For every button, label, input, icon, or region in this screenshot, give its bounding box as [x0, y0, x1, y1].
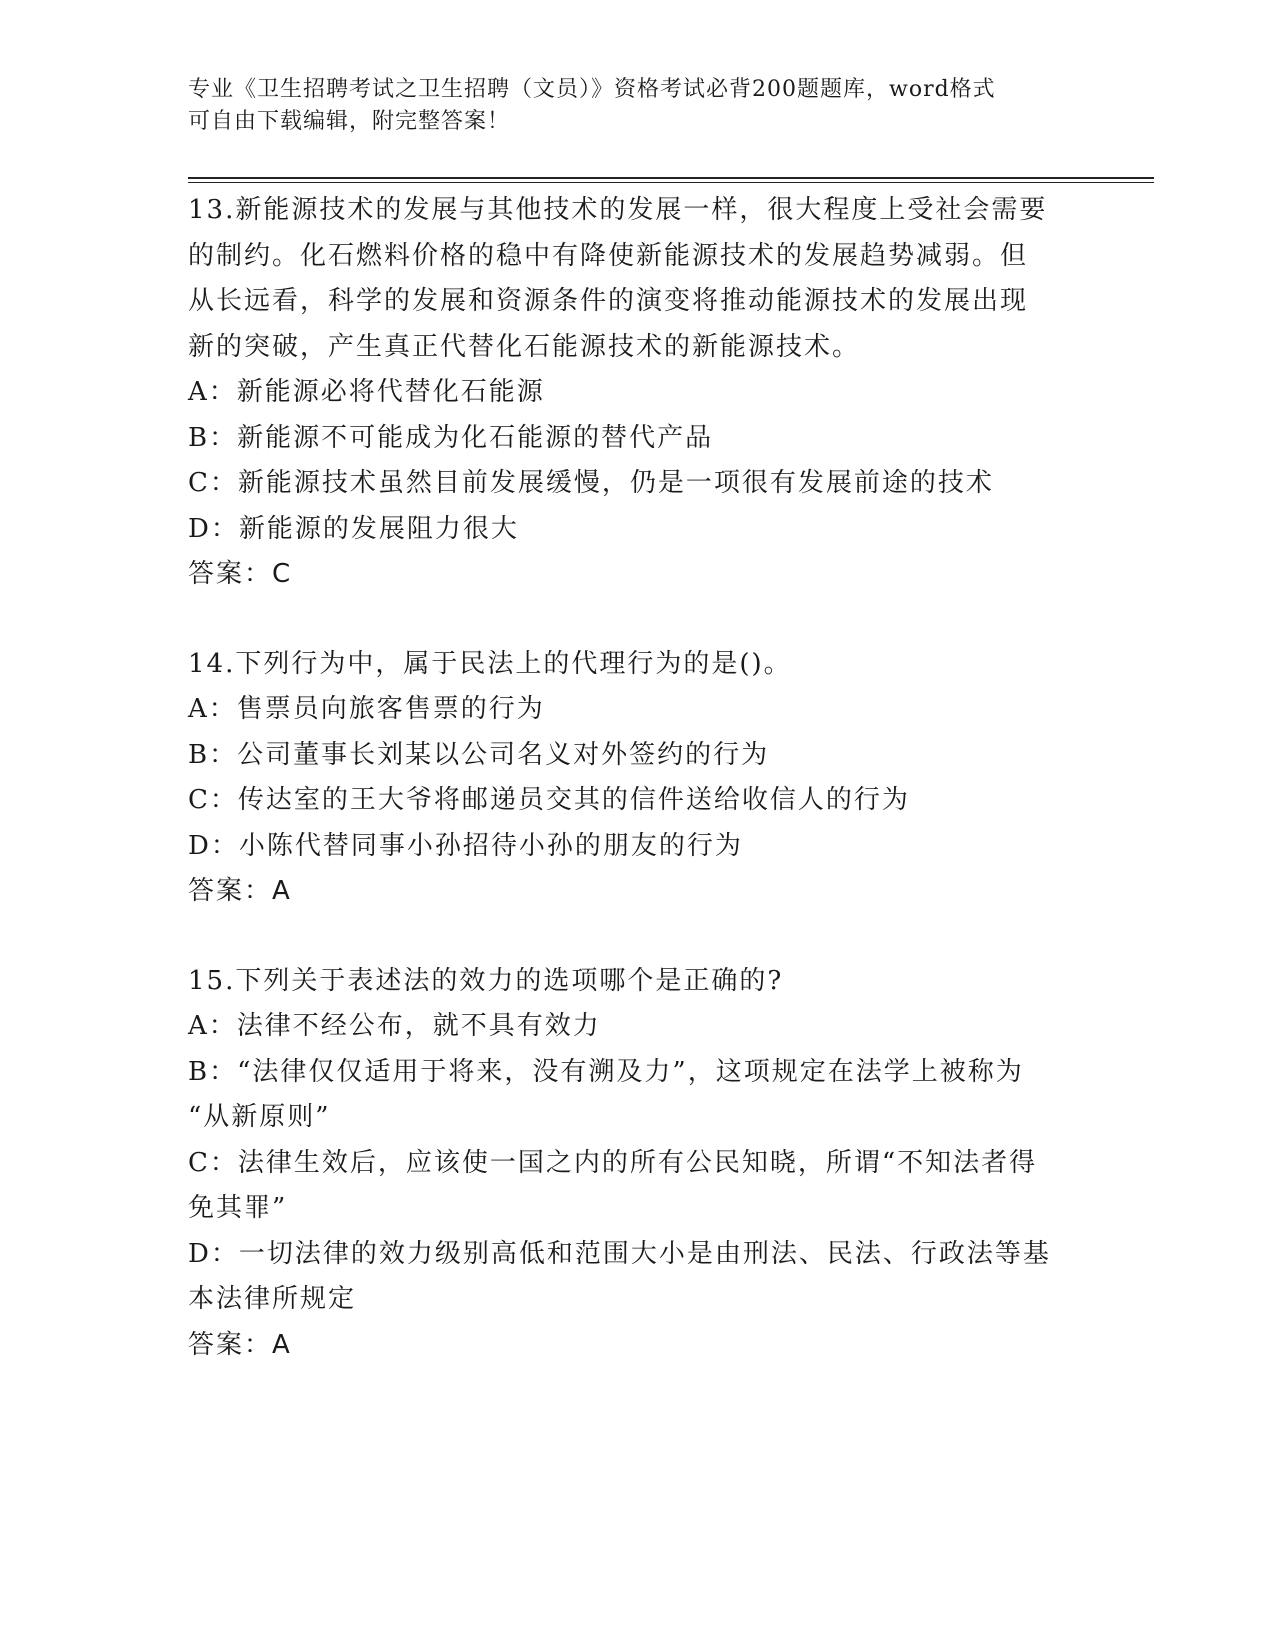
question-stem-line: 14.下列行为中，属于民法上的代理行为的是()。	[188, 648, 792, 679]
answer-line: 答案：A	[188, 876, 292, 906]
question-14	[188, 642, 1088, 915]
answer-line: 答案：A	[188, 1329, 292, 1360]
header-line-1: 专业《卫生招聘考试之卫生招聘（文员）》资格考试必背200题题库，word格式	[188, 77, 996, 102]
question-list	[188, 188, 1088, 1368]
option-b: B：新能源不可能成为化石能源的替代产品	[188, 422, 714, 453]
option-c: C：传达室的王大爷将邮递员交其的信件送给收信人的行为	[188, 785, 910, 815]
option-c-continued: 免其罪”	[188, 1193, 288, 1223]
option-b: B：“法律仅仅适用于将来，没有溯及力”，这项规定在法学上被称为	[188, 1056, 1024, 1087]
option-b: B：公司董事长刘某以公司名义对外签约的行为	[188, 739, 770, 770]
header-line-2: 可自由下载编辑，附完整答案！	[188, 109, 511, 134]
question-stem-line: 15.下列关于表述法的效力的选项哪个是正确的?	[188, 965, 784, 996]
header-divider-thick	[188, 177, 1154, 179]
question-stem-line: 13.新能源技术的发展与其他技术的发展一样，很大程度上受社会需要	[188, 195, 1048, 225]
document-header	[188, 74, 1088, 138]
option-c: C：法律生效后，应该使一国之内的所有公民知晓，所谓“不知法者得	[188, 1147, 1038, 1178]
option-a: A：新能源必将代替化石能源	[188, 377, 545, 407]
question-15	[188, 959, 1088, 1369]
option-d-continued: 本法律所规定	[188, 1284, 357, 1314]
header-divider-thin	[188, 182, 1154, 183]
question-spacer	[188, 598, 1088, 642]
option-a: A：法律不经公布，就不具有效力	[188, 1011, 601, 1041]
question-stem-line: 新的突破，产生真正代替化石能源技术的新能源技术。	[188, 331, 861, 362]
question-spacer	[188, 915, 1088, 959]
option-b-continued: “从新原则”	[188, 1102, 331, 1132]
option-d: D：新能源的发展阻力很大	[188, 513, 519, 544]
option-d: D：一切法律的效力级别高低和范围大小是由刑法、民法、行政法等基	[188, 1238, 1051, 1269]
question-13	[188, 188, 1088, 598]
answer-line: 答案：C	[188, 559, 293, 589]
question-stem-line: 的制约。化石燃料价格的稳中有降使新能源技术的发展趋势减弱。但	[188, 240, 1029, 271]
question-stem-line: 从长远看，科学的发展和资源条件的演变将推动能源技术的发展出现	[188, 286, 1029, 316]
option-c: C：新能源技术虽然目前发展缓慢，仍是一项很有发展前途的技术	[188, 468, 994, 498]
option-a: A：售票员向旅客售票的行为	[188, 694, 545, 724]
option-d: D：小陈代替同事小孙招待小孙的朋友的行为	[188, 830, 743, 861]
